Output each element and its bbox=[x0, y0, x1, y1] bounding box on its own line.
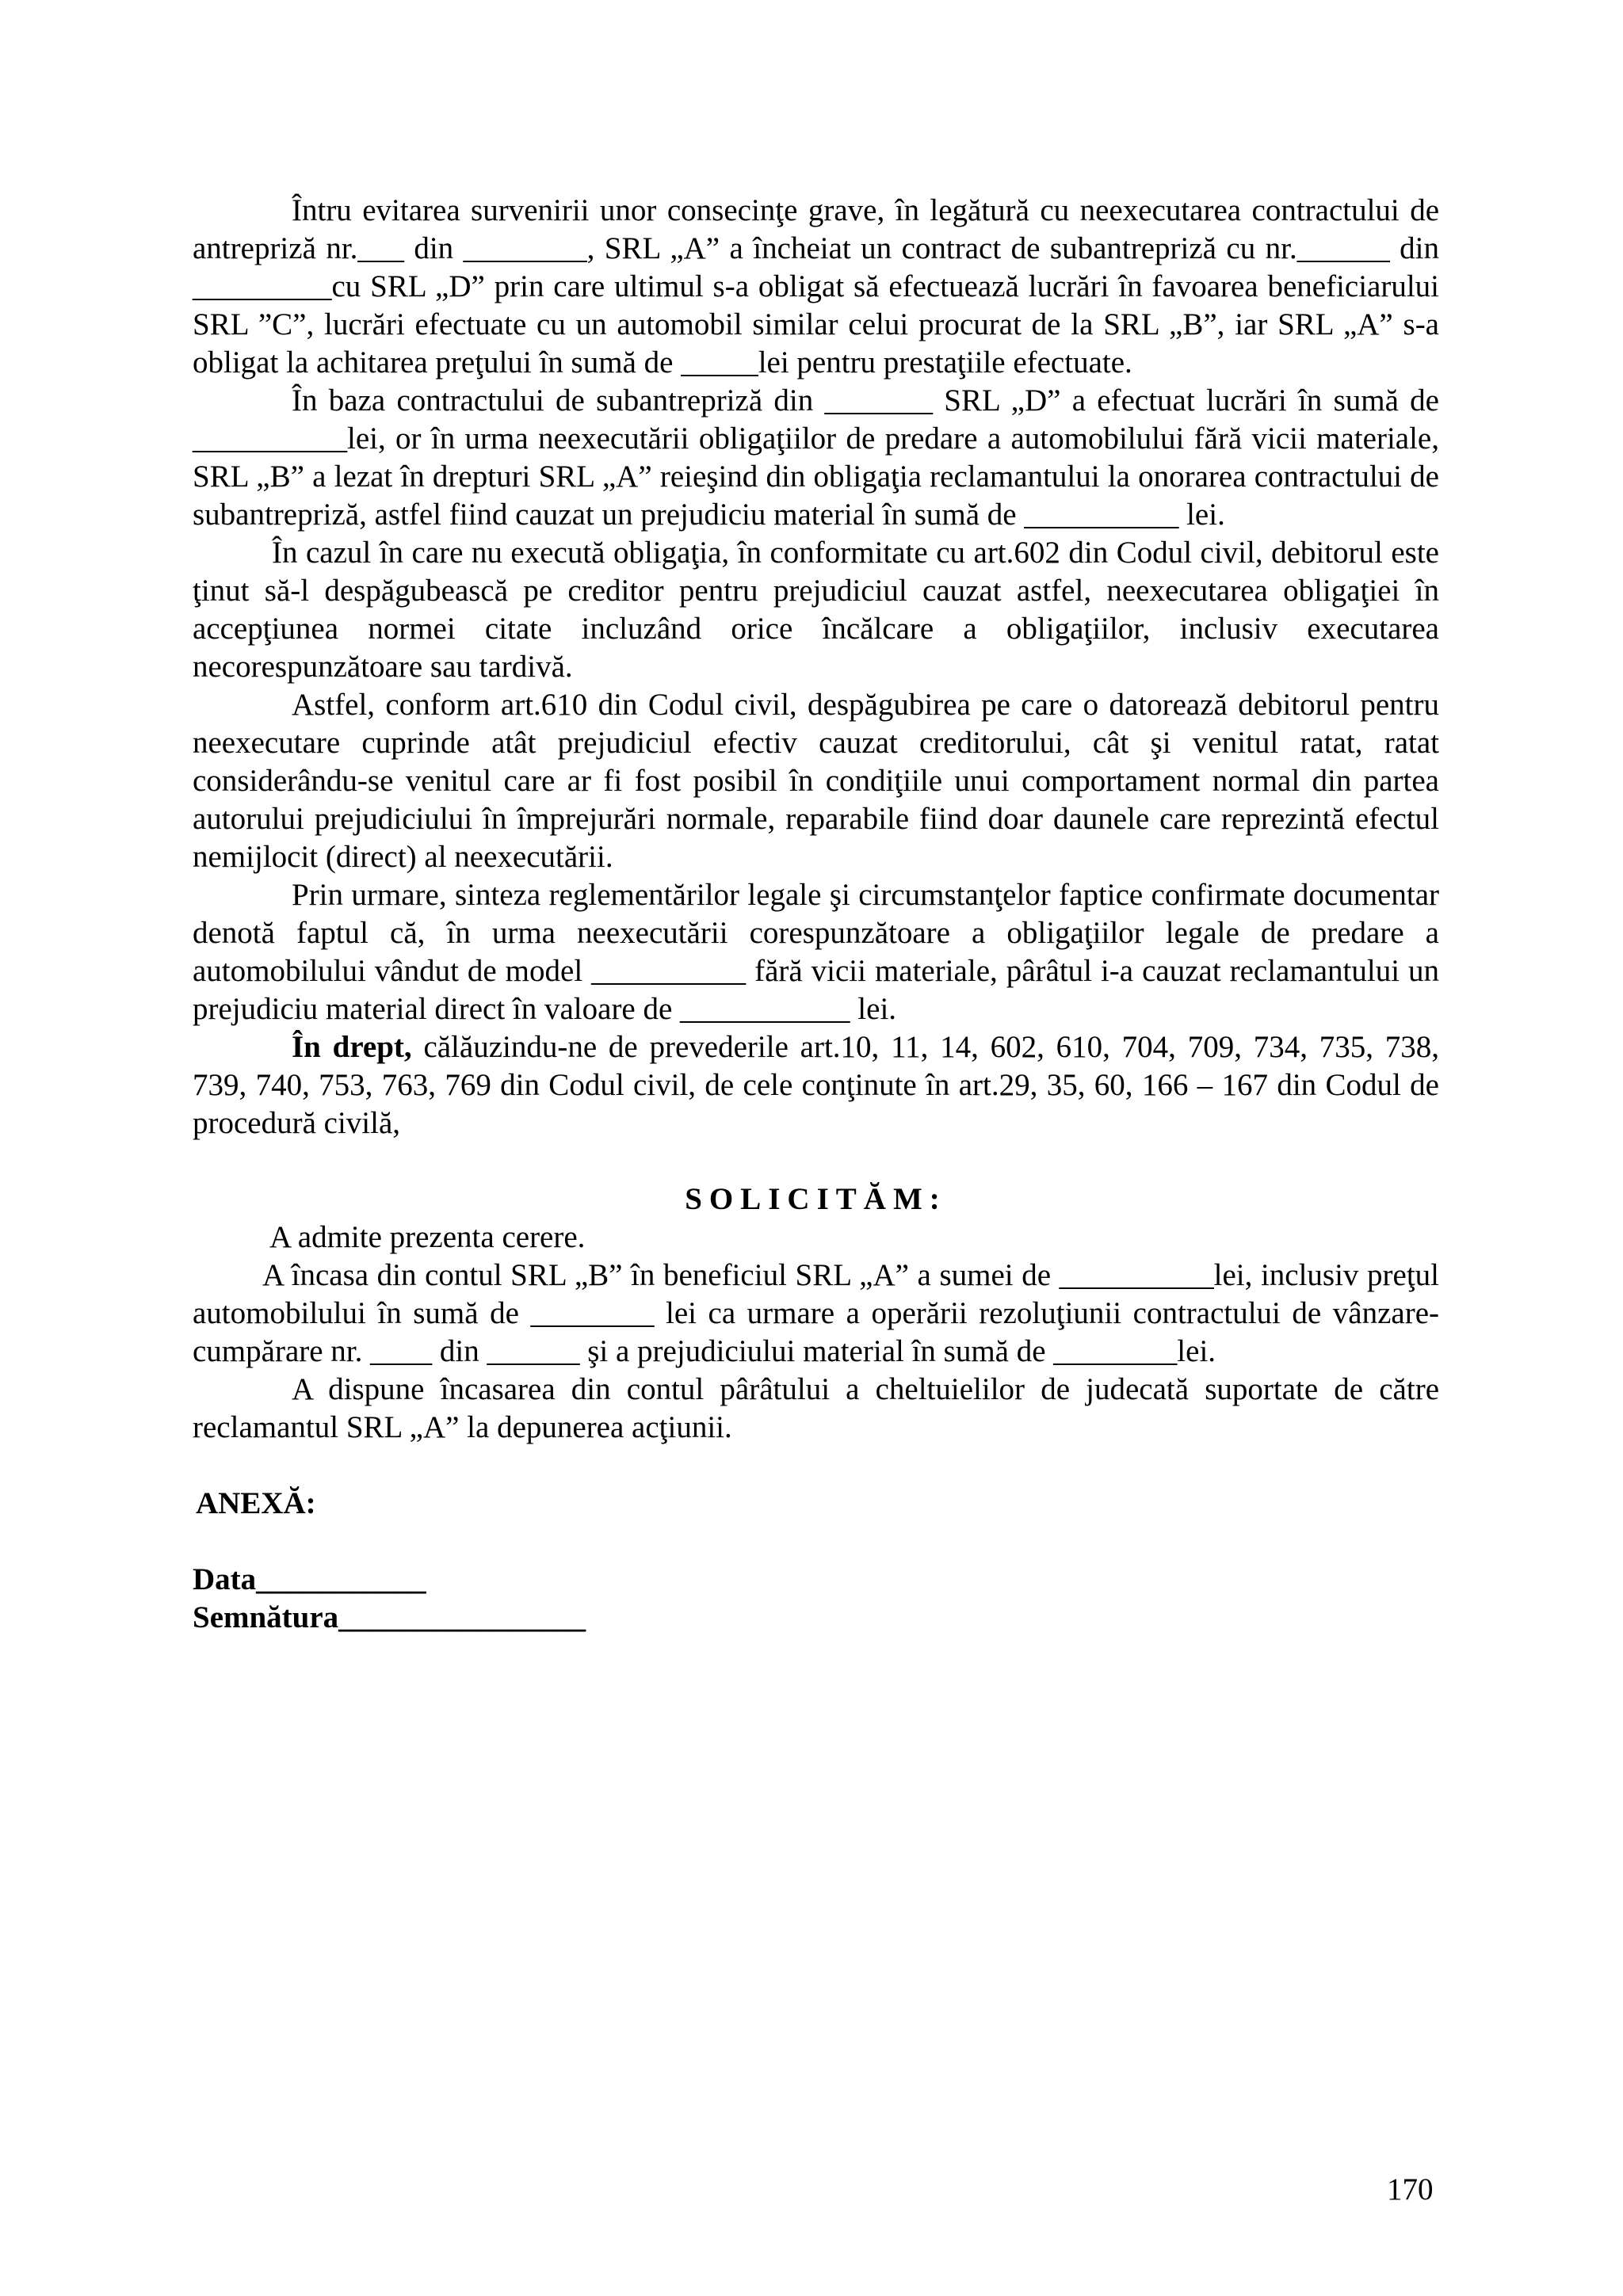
date-field: Data___________ bbox=[193, 1562, 426, 1596]
signature-field: Semnătura________________ bbox=[193, 1600, 586, 1634]
section-heading: SOLICITĂM: bbox=[685, 1182, 947, 1216]
paragraph-1: Întru evitarea survenirii unor consecinţe grave, în legătură cu neexecutarea contractului de antrepriză nr.___ din ________, SRL „A” a încheiat un contract de subantrepriză cu nr.______ din _________cu SRL „D” prin care ultimul s-a obligat să efectuează lucrări în favoarea beneficiarului SRL ”C”, lucrări efectuate cu un automobil similar celui procurat de la SRL „B”, iar SRL „A” s-a obligat la achitarea preţului în sumă de _____lei pentru prestaţiile efectuate. bbox=[193, 193, 1439, 379]
paragraph-in-drept bbox=[193, 1028, 1439, 1142]
annex-heading: ANEXĂ: bbox=[196, 1486, 316, 1520]
in-drept-label: În drept, bbox=[292, 1030, 412, 1064]
paragraph-4: Astfel, conform art.610 din Codul civil, despăgubirea pe care o datorează debitorul pentru neexecutare cuprinde atât prejudiciul efectiv cauzat creditorului, cât şi venitul ratat, ratat considerându-se venitul care ar fi fost posibil în condiţiile unui comportament normal din partea autorului prejudiciului în împrejurări normale, reparabile fiind doar daunele care reprezintă efectul nemijlocit (direct) al neexecutării. bbox=[193, 688, 1439, 874]
page-number: 170 bbox=[1387, 2172, 1434, 2206]
paragraph-3: În cazul în care nu execută obligaţia, în conformitate cu art.602 din Codul civil, debitorul este ţinut să-l despăgubească pe creditor pentru prejudiciul cauzat astfel, neexecutarea obligaţiei în accepţiunea normei citate incluzând orice încălcare a obligaţiilor, inclusiv executarea necorespunzătoare sau tardivă. bbox=[193, 536, 1439, 684]
in-drept-text: călăuzindu-ne de prevederile art.10, 11, 14, 602, 610, 704, 709, 734, 735, 738, 739, 740, 753, 763, 769 din Codul civil, de cele conţinute în art.29, 35, 60, 166 – 167 din Codul de procedură civilă, bbox=[193, 1030, 1439, 1140]
request-2: A încasa din contul SRL „B” în beneficiul SRL „A” a sumei de __________lei, inclusiv preţul automobilului în sumă de ________ lei ca urmare a operării rezoluţiunii contractului de vânzare-cumpărare nr. ____ din ______ şi a prejudiciului material în sumă de ________lei. bbox=[193, 1258, 1439, 1368]
paragraph-2: În baza contractului de subantrepriză din _______ SRL „D” a efectuat lucrări în sumă de __________lei, or în urma neexecutării obligaţiilor de predare a automobilului fără vicii materiale, SRL „B” a lezat în drepturi SRL „A” reieşind din obligaţia reclamantului la onorarea contractului de subantrepriză, astfel fiind cauzat un prejudiciu material în sumă de __________ lei. bbox=[193, 383, 1439, 532]
document-body bbox=[193, 192, 1439, 1637]
paragraph-5: Prin urmare, sinteza reglementărilor legale şi circumstanţelor faptice confirmate documentar denotă faptul că, în urma neexecutării corespunzătoare a obligaţiilor legale de predare a automobilului vândut de model __________ fără vicii materiale, pârâtul i-a cauzat reclamantului un prejudiciu material direct în valoare de ___________ lei. bbox=[193, 878, 1439, 1026]
signature-block bbox=[193, 1561, 1439, 1637]
request-3: A dispune încasarea din contul pârâtului a cheltuielilor de judecată suportate de către reclamantul SRL „A” la depunerea acţiunii. bbox=[193, 1372, 1439, 1444]
request-1: A admite prezenta cerere. bbox=[269, 1220, 586, 1254]
